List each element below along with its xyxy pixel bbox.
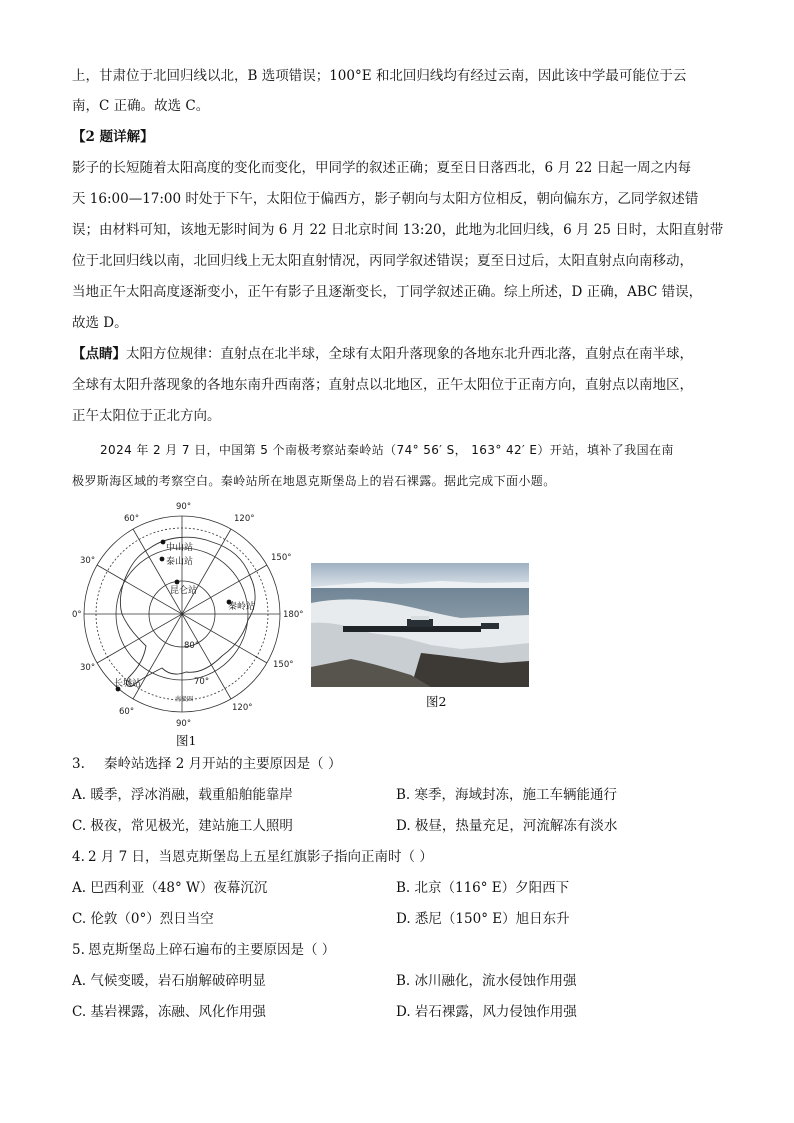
material-line-1: 2024 年 2 月 7 日，中国第 5 个南极考察站秦岭站（74° 56′ S， 163° 42′ E）开站，填补了我国在南 [100,443,674,457]
question-4-stem: 2 月 7 日，当恩克斯堡岛上五星红旗影子指向正南时（ ） [88,849,433,865]
taishan-station-dot [160,557,165,562]
station-label-taishan: 泰山站 [166,557,194,567]
tip-label: 【点睛】 [72,346,126,362]
lon-label: 180° [283,610,304,620]
lon-label: 60° [119,707,135,717]
question-3-stem: 秦岭站选择 2 月开站的主要原因是（ ） [104,756,342,772]
tip-text: 太阳方位规律：直射点在北半球，全球有太阳升落现象的各地东北升西北落，直射点在南半球， [126,346,693,362]
question-5-option-c[interactable]: C. 基岩裸露，冻融、风化作用强 [72,1004,266,1020]
tip-line: 正午太阳位于正北方向。 [72,408,221,424]
figure2-caption: 图2 [426,694,447,709]
question-4-option-d[interactable]: D. 悉尼（150° E）旭日东升 [396,911,570,927]
lon-label: 30° [80,663,96,673]
station-label-qinling: 秦岭站 [228,602,256,612]
q2-detail-line: 位于北回归线以南，北回归线上无太阳直射情况，丙同学叙述错误；夏至日过后，太阳直射点向南移动， [72,253,693,269]
question-4-option-b[interactable]: B. 北京（116° E）夕阳西下 [396,880,570,896]
lon-label: 30° [80,556,96,566]
tip-line: 全球有太阳升落现象的各地东南升西南落；直射点以北地区，正午太阳位于正南方向，直射点以南地区， [72,377,693,393]
q2-detail-line: 故选 D。 [72,315,128,331]
q2-detail-heading: 【2 题详解】 [72,129,154,145]
question-5-number: 5. [72,942,85,958]
q2-detail-line: 当地正午太阳高度逐渐变小，正午有影子且逐渐变长，丁同学叙述正确。综上所述，D 正确，ABC 错误， [72,284,703,300]
prev-answer-line-2: 南，C 正确。故选 C。 [72,98,210,114]
lon-label: 150° [273,660,294,670]
lon-label: 90° [176,719,192,729]
qinling-station-photo [311,563,529,687]
question-4-number: 4. [72,849,85,865]
q2-detail-line: 误；由材料可知，该地无影时间为 6 月 22 日北京时间 13:20，此地为北回归线，6 月 25 日时，太阳直射带 [72,222,724,238]
question-3-option-a[interactable]: A. 暖季，浮冰消融，载重船舶能靠岸 [72,787,293,803]
question-4-option-a[interactable]: A. 巴西利亚（48° W）夜幕沉沉 [72,880,268,896]
question-3-number: 3. [72,756,85,772]
figure1-caption: 图1 [176,733,197,748]
question-5-option-a[interactable]: A. 气候变暖，岩石崩解破碎明显 [72,973,266,989]
question-5-option-d[interactable]: D. 岩石裸露，风力侵蚀作用强 [396,1004,577,1020]
station-label-great-wall: 长城站 [114,679,142,689]
station-label-zhongshan: 中山站 [166,543,194,553]
antarctica-polar-map [72,496,308,732]
lon-label: 60° [124,514,140,524]
prev-answer-line-1: 上，甘肃位于北回归线以北，B 选项错误；100°E 和北回归线均有经过云南，因此该中学最可能位于云 [72,68,687,84]
zhongshan-station-dot [161,540,166,545]
question-3-option-d[interactable]: D. 极昼，热量充足，河流解冻有淡水 [396,818,618,834]
q2-detail-line: 天 16:00—17:00 时处于下午，太阳位于偏西方，影子朝向与太阳方位相反，朝向偏东方，乙同学叙述错 [72,191,699,207]
question-3-option-b[interactable]: B. 寒季，海域封冻，施工车辆能通行 [396,787,618,803]
lon-label: 0° [72,610,82,620]
lon-label: 120° [232,703,253,713]
lon-label: 150° [271,553,292,563]
lon-label: 90° [176,502,192,512]
question-5-stem: 恩克斯堡岛上碎石遍布的主要原因是（ ） [88,942,336,958]
question-5-option-b[interactable]: B. 冰川融化，流水侵蚀作用强 [396,973,577,989]
tip-line-1 [72,344,693,364]
lat-label: 70° [194,677,210,687]
material-line-2: 极罗斯海区域的考察空白。秦岭站所在地恩克斯堡岛上的岩石裸露。据此完成下面小题。 [72,474,556,488]
station-label-kunlun: 昆仑站 [170,586,198,596]
kunlun-station-dot [175,580,180,585]
antarctic-circle-label: 南极圈 [175,696,194,703]
question-3-option-c[interactable]: C. 极夜，常见极光，建站施工人照明 [72,818,293,834]
q2-detail-line: 影子的长短随着太阳高度的变化而变化，甲同学的叙述正确；夏至日日落西北，6 月 22 日起一周之内每 [72,160,692,176]
question-4-option-c[interactable]: C. 伦敦（0°）烈日当空 [72,911,214,927]
lon-label: 120° [234,514,255,524]
lat-label: 80° [184,641,200,651]
